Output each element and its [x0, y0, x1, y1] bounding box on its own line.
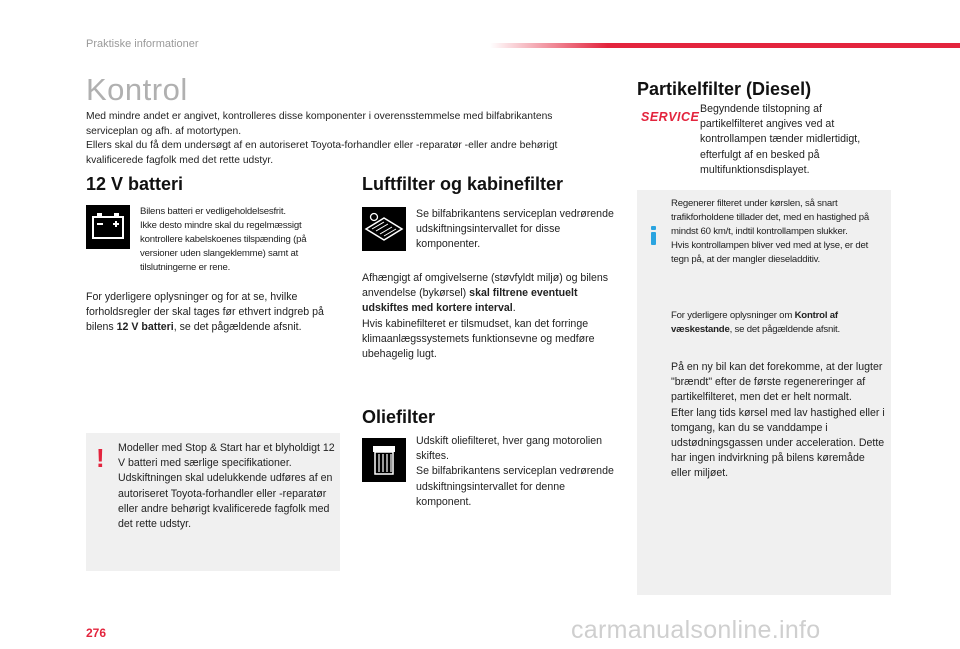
- air-filter-icon: [362, 207, 406, 251]
- battery-heading: 12 V batteri: [86, 174, 184, 194]
- particle-filter-icon-text: Begyndende tilstopning af partikelfilteret angives ved at kontrollampen tænder midlertidigt, efterfulgt af en besked på multifunktionsdisplayet.: [700, 103, 861, 176]
- air-filter-para-1: Afhængigt af omgivelserne (støvfyldt miljø) og bilens anvendelse (bykørsel) skal filtrene eventuelt udskiftes med kortere interval.: [362, 272, 609, 315]
- exclamation-icon: !: [96, 443, 105, 473]
- service-warning-icon: SERVICE: [641, 110, 700, 124]
- battery-icon: [86, 205, 130, 249]
- info-icon: [651, 226, 656, 245]
- page-title: Kontrol: [86, 72, 188, 107]
- info-text-1: Regenerer filteret under kørslen, så snart trafikforholdene tillader det, med en hastighed på mindst 60 km/t, indtil kontrollampen slukker. Hvis kontrollampen bliver ved med at lyse, er det tegn på, at der mangler dieseladditiv.: [671, 198, 869, 265]
- page-number: 276: [86, 626, 107, 640]
- particle-filter-info-box: [637, 190, 891, 595]
- particle-filter-heading: Partikelfilter (Diesel): [637, 79, 812, 99]
- info-text-2: For yderligere oplysninger om Kontrol af væskestande, se det pågældende afsnit.: [671, 310, 840, 335]
- battery-more-info: For yderligere oplysninger og for at se, hvilke forholdsregler der skal tages før ethvert indgreb på bilens 12 V batteri, se det pågældende afsnit.: [86, 291, 324, 334]
- intro-text: Med mindre andet er angivet, kontrolleres disse komponenter i overensstemmelse med bilfabrikantens serviceplan og afh. af motortypen. Ellers skal du få dem undersøgt af en autoriseret Toyota-forhandler eller -reparatør -eller andre behørigt kvalificerede fagfolk med det rette udstyr.: [86, 111, 558, 166]
- oil-filter-heading: Oliefilter: [362, 407, 436, 427]
- battery-warning-box: [86, 433, 340, 571]
- battery-warning-text: Modeller med Stop & Start har et blyholdigt 12 V batteri med særlige specifikationer. Udskiftningen skal udelukkende udføres af en autoriseret Toyota-forhandler eller -reparatør eller andre behørigt kvalificerede fagfolk med det rette udstyr.: [118, 442, 335, 531]
- watermark: carmanualsonline.info: [571, 616, 821, 644]
- air-filter-heading: Luftfilter og kabinefilter: [362, 174, 564, 194]
- oil-filter-icon-text: Udskift oliefilteret, hver gang motorolien skiftes. Se bilfabrikantens serviceplan vedrørende udskiftningsintervallet for denne komponent.: [416, 435, 614, 508]
- section-header: Praktiske informationer: [86, 38, 199, 50]
- air-filter-icon-text: Se bilfabrikantens serviceplan vedrørende udskiftningsintervallet for disse komponenter.: [416, 208, 614, 251]
- air-filter-para-2: Hvis kabinefilteret er tilsmudset, kan det forringe klimaanlægssystemets funktionsevne og medføre ubehagelig lugt.: [362, 318, 595, 361]
- oil-filter-icon: [362, 438, 406, 482]
- battery-icon-text: Bilens batteri er vedligeholdelsesfrit. Ikke desto mindre skal du regelmæssigt kontrollere kabelskoenes tilspænding (på versioner uden slangeklemme) samt at tilslutningerne er rene.: [140, 206, 307, 273]
- header-accent-line: [490, 43, 960, 48]
- new-car-text: På en ny bil kan det forekomme, at der lugter "brændt" efter de første regenereringer af partikelfilteret, men det er helt normalt. Efter lang tids kørsel med lav hastighed eller i tomgang, kan du se vanddampe i udstødningsgassen under acceleration. Dette har ingen indvirkning på bilens køremåde eller miljøet.: [671, 361, 885, 480]
